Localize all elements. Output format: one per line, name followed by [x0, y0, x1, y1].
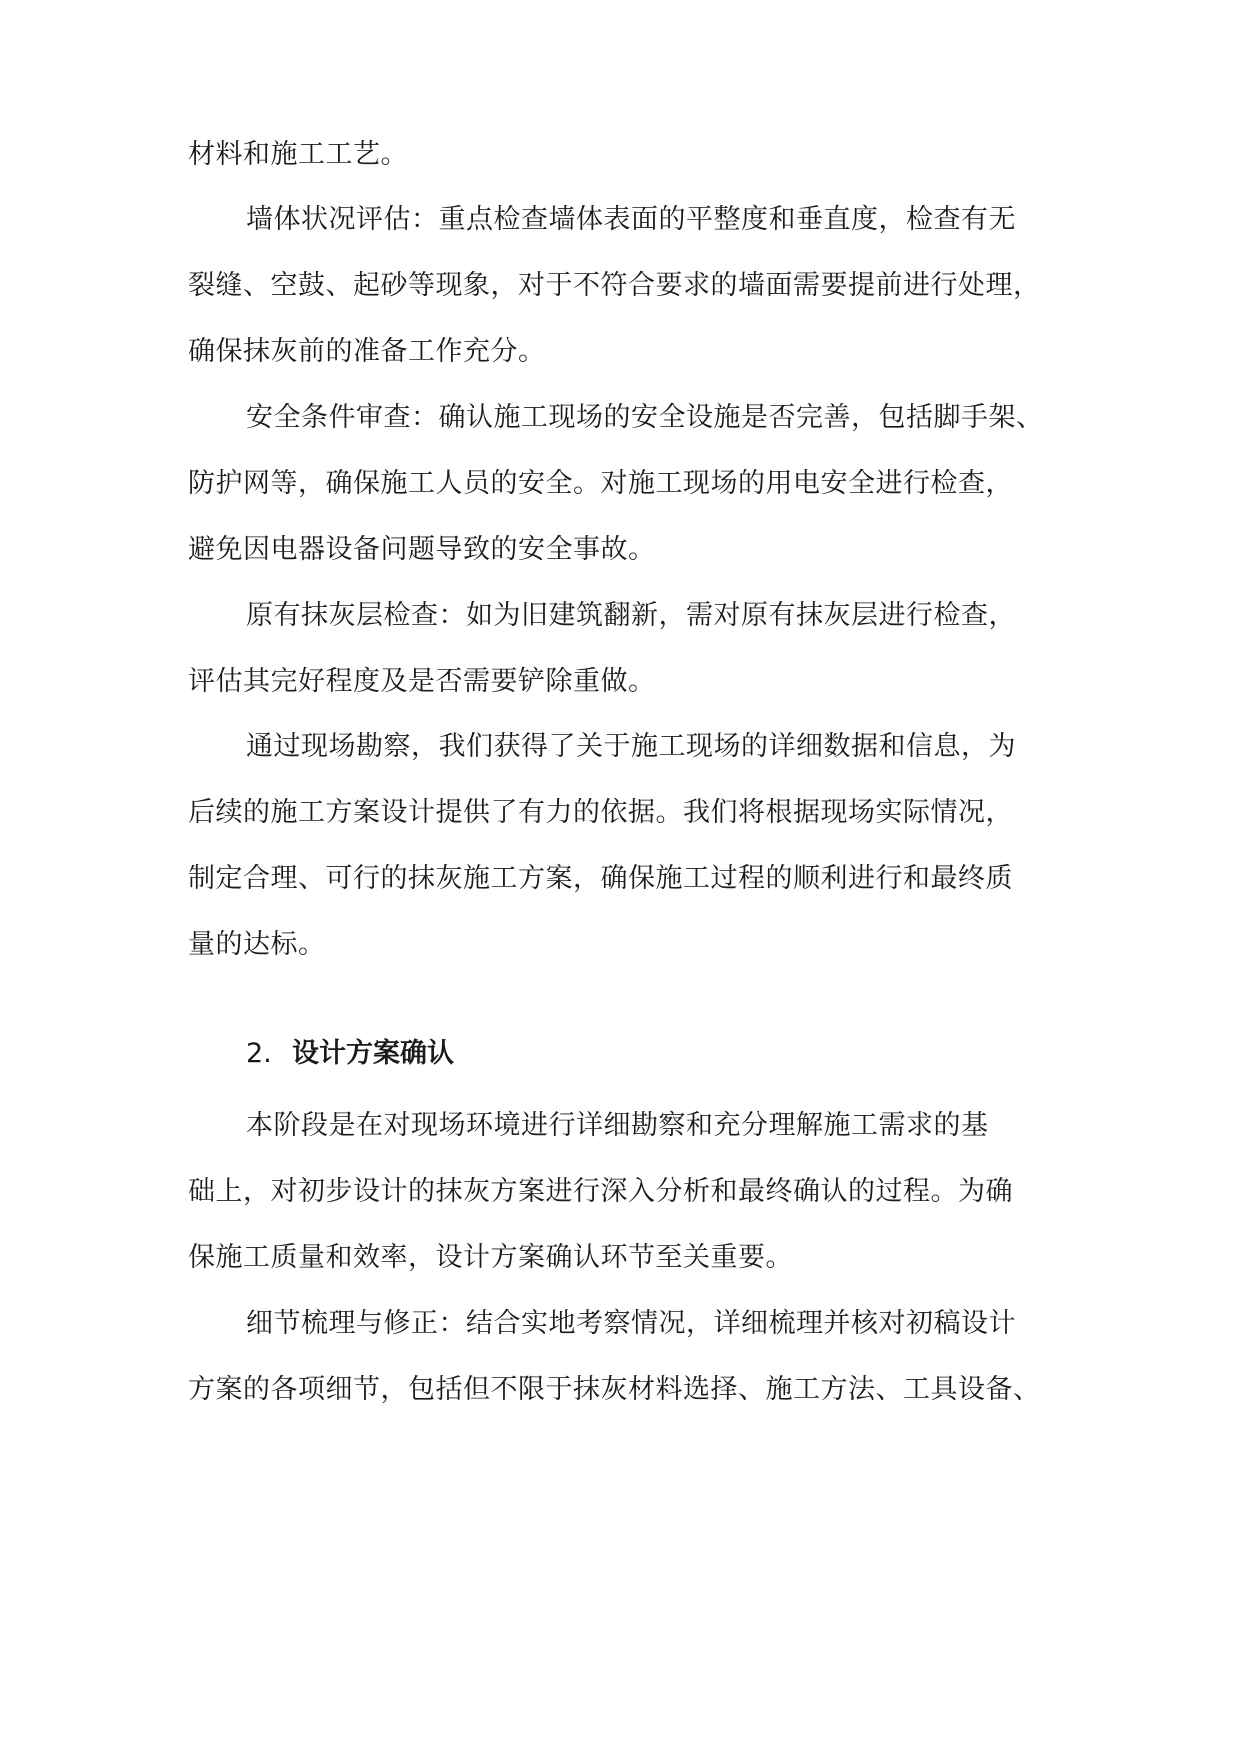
- body-text-line: 材料和施工工艺。: [188, 139, 408, 170]
- body-text-line: 安全条件审查：确认施工现场的安全设施是否完善，包括脚手架、: [246, 402, 1044, 433]
- body-text-line: 方案的各项细节，包括但不限于抹灰材料选择、施工方法、工具设备、: [188, 1374, 1041, 1405]
- body-text-line: 后续的施工方案设计提供了有力的依据。我们将根据现场实际情况，: [188, 797, 1013, 828]
- body-text-line: 制定合理、可行的抹灰施工方案，确保施工过程的顺利进行和最终质: [188, 863, 1013, 894]
- body-text-line: 量的达标。: [188, 929, 326, 960]
- section-title: 设计方案确认: [292, 1038, 454, 1069]
- body-text-line: 保施工质量和效率，设计方案确认环节至关重要。: [188, 1242, 793, 1273]
- body-text-line: 细节梳理与修正：结合实地考察情况，详细梳理并核对初稿设计: [246, 1308, 1016, 1339]
- body-text-line: 墙体状况评估：重点检查墙体表面的平整度和垂直度，检查有无: [246, 204, 1016, 235]
- body-text-line: 原有抹灰层检查：如为旧建筑翻新，需对原有抹灰层进行检查，: [246, 600, 1016, 631]
- body-text-line: 本阶段是在对现场环境进行详细勘察和充分理解施工需求的基: [246, 1110, 989, 1141]
- section-heading: [246, 1036, 454, 1072]
- body-text-line: 裂缝、空鼓、起砂等现象，对于不符合要求的墙面需要提前进行处理，: [188, 270, 1041, 301]
- section-number: 2.: [246, 1038, 272, 1069]
- body-text-line: 确保抹灰前的准备工作充分。: [188, 336, 546, 367]
- body-text-line: 防护网等，确保施工人员的安全。对施工现场的用电安全进行检查，: [188, 468, 1013, 499]
- body-text-line: 础上，对初步设计的抹灰方案进行深入分析和最终确认的过程。为确: [188, 1176, 1013, 1207]
- body-text-line: 评估其完好程度及是否需要铲除重做。: [188, 666, 656, 697]
- body-text-line: 通过现场勘察，我们获得了关于施工现场的详细数据和信息，为: [246, 731, 1016, 762]
- body-text-line: 避免因电器设备问题导致的安全事故。: [188, 534, 656, 565]
